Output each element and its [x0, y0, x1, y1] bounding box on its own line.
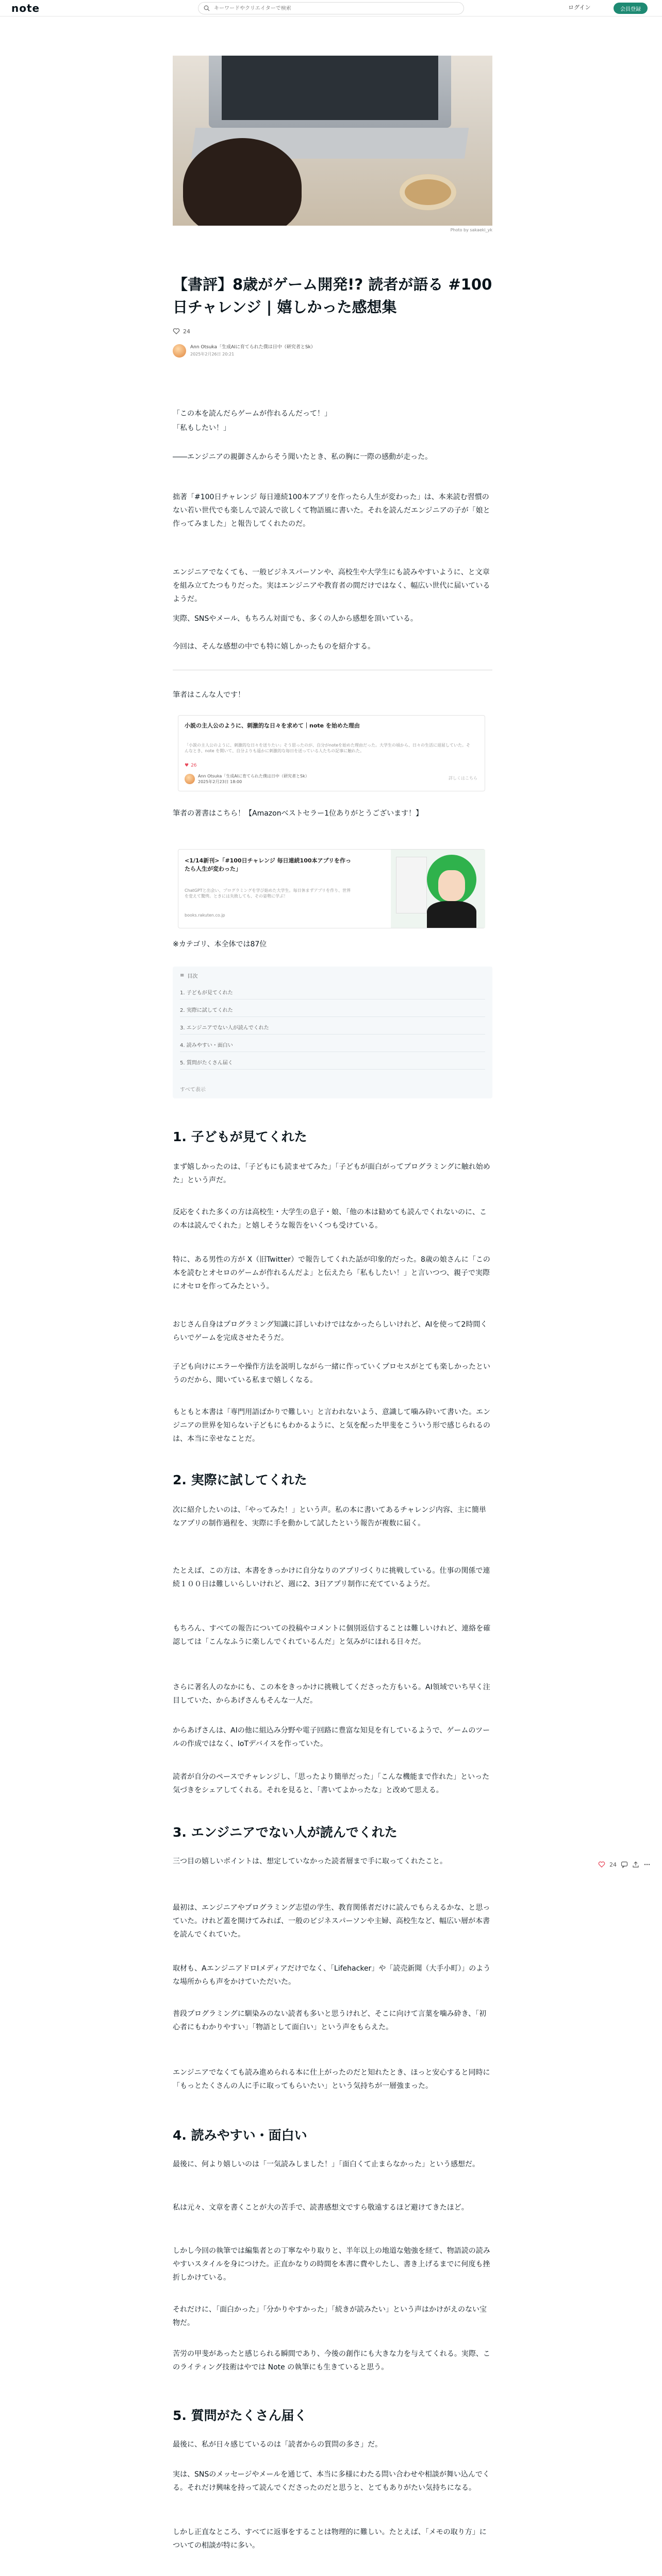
author-name[interactable]: Ann Otsuka「生成AIに育てられた僕は日中（研究者とSk）	[190, 345, 316, 350]
paragraph: エンジニアでなくても、一般ビジネスパーソンや、高校生や大学生にも読みやすいように、と文章を組み立てたつもりだった。実はエンジニアや教育者の間だけではなく、幅広い世代に届いているようだ。	[173, 568, 490, 603]
paragraph: 次に紹介したいのは、「やってみた！」という声。私の本に書いてあるチャレンジ内容、主に簡単なアプリの制作過程を、実際に手を動かして試したという報告が複数に届く。	[173, 1506, 486, 1528]
paragraph: 最後に、私が日々感じているのは「読者からの質問の多さ」だ。	[173, 2441, 382, 2449]
hero-image	[173, 56, 492, 226]
paragraph: しかし今回の執筆では編集者との丁寧なやり取りと、半年以上の地道な勉強を経て、物語読の読みやすいスタイルを身につけた。正直かなりの時間を本書に費やしたし、書き上げるまでに何度も挫折しかけている。	[173, 2247, 490, 2282]
card-title[interactable]: 小説の主人公のように、刺激的な日々を求めて｜note を始めた理由	[185, 722, 360, 729]
card-like-count: 26	[191, 763, 197, 768]
paragraph: 拙著「#100日チャレンジ 毎日連続100本アプリを作ったら人生が変わった」は、本来読む習慣のない若い世代でも楽しんで読んで欲しくて物語風に書いた。それを読んだエンジニアの子が「娘と作ってみました」と報告してくれたのだ。	[173, 493, 490, 528]
toc-show-all[interactable]: すべて表示	[180, 1087, 206, 1093]
section-heading: 1. 子どもが見てくれた	[173, 1129, 307, 1144]
card-site[interactable]: books.rakuten.co.jp	[185, 913, 225, 918]
section-heading: 4. 読みやすい・面白い	[173, 2128, 307, 2143]
avatar	[185, 774, 195, 784]
paragraph: 三つ目の嬉しいポイントは、想定していなかった読者層まで手に取ってくれたこと。	[173, 1857, 447, 1866]
paragraph: さらに著名人のなかにも、この本をきっかけに挑戦してくださった方もいる。AI領域でいち早く注目していた、からあげさんもそんな一人だ。	[173, 1683, 490, 1705]
embedded-note-card[interactable]	[178, 715, 485, 791]
paragraph: 反応をくれた多くの方は高校生・大学生の息子・娘、「他の本は勧めても読んでくれないのに、この本は読んでくれた」と嬉しそうな報告をいくつも受けている。	[173, 1208, 487, 1230]
toc-item[interactable]: 4. 読みやすい・面白い	[180, 1041, 485, 1052]
paragraph: 私は元々、文章を書くことが大の苦手で、読書感想文ですら敬遠するほど避けてきたほど。	[173, 2204, 469, 2212]
section-heading: 3. エンジニアでない人が読んでくれた	[173, 1825, 398, 1840]
top-navigation-bar	[0, 0, 662, 16]
section-heading: 5. 質問がたくさん届く	[173, 2408, 307, 2423]
paragraph: ※カテゴリ、本全体では87位	[173, 940, 267, 948]
article-title: 【書評】8歳がゲーム開発!? 読者が語る #100日チャレンジ | 嬉しかった感想集	[173, 276, 492, 316]
paragraph: 普段プログラミングに馴染みのない読者も多いと思うけれど、そこに向けて言葉を噛み砕き、「初心者にもわかりやすい」「物語として面白い」という声をもらえた。	[173, 2010, 487, 2031]
card-excerpt: ChatGPTと出会い、プログラミングを学び始めた大学生。毎日休まずアプリを作り、世界を変えて驚愕。ときには失敗しても、その姿勢に学ぶ！	[185, 888, 351, 899]
author-block[interactable]	[173, 344, 316, 358]
paragraph: 実は、SNSのメッセージやメールを通じて、本当に多様にわたる問い合わせや相談が舞い込んでくる。それだけ興味を持って読んでくださったのだと思うと、とてもありがたい気持ちになる。	[173, 2470, 490, 2492]
paragraph: もともと本書は「専門用語ばかりで難しい」と言われないよう、意識して噛み砕いて書いた。エンジニアの世界を知らない子どもにもわかるように、と気を配った甲斐をこういう形で感じられるのは、本当に幸せなことだ。	[173, 1408, 490, 1443]
paragraph: それだけに、「面白かった」「分かりやすかった」「続きが読みたい」という声はかけがえのない宝物だ。	[173, 2306, 487, 2327]
photo-credit: Photo by sakaeki_yk	[450, 228, 492, 232]
heart-icon[interactable]	[598, 1861, 605, 1868]
paragraph: ――エンジニアの親御さんからそう聞いたとき、私の胸に一際の感動が走った。	[173, 453, 433, 461]
search-input[interactable]	[214, 6, 451, 11]
paragraph: 「私もしたい！」	[173, 424, 230, 432]
publish-date: 2025年2月26日 20:21	[190, 352, 235, 357]
paragraph: 筆者の著書はこちら！【Amazonベストセラー1位ありがとうございます！】	[173, 809, 423, 818]
like-row	[173, 328, 190, 335]
toc-heading[interactable]	[180, 972, 197, 979]
share-icon[interactable]	[632, 1861, 639, 1868]
card-more-link[interactable]: 詳しくはこちら	[449, 776, 477, 781]
card-date: 2025年2月23日 18:00	[198, 779, 242, 784]
more-icon[interactable]	[643, 1861, 651, 1868]
paragraph: 実際、SNSやメール、もちろん対面でも、多くの人から感想を頂いている。	[173, 615, 418, 623]
paragraph: エンジニアでなくても読み進められる本に仕上がったのだと知れたとき、ほっと安心すると同時に「もっとたくさんの人に手に取ってもらいたい」という気持ちが一層強まった。	[173, 2069, 490, 2090]
paragraph: 最後に、何より嬉しいのは「一気読みしました！」「面白くて止まらなかった」という感想だ。	[173, 2160, 479, 2168]
like-count: 24	[183, 328, 190, 335]
table-of-contents	[173, 967, 492, 1098]
paragraph: おじさん自身はプログラミング知識に詳しいわけではなかったらしいけれど、AIを使って2時間くらいでゲームを完成させたそうだ。	[173, 1320, 488, 1342]
toc-item[interactable]: 1. 子どもが見てくれた	[180, 988, 485, 999]
signup-button[interactable]: 会員登録	[614, 3, 648, 14]
search-icon	[204, 5, 210, 11]
paragraph: しかし正直なところ、すべてに返事をすることは物理的に難しい。たとえば、「メモの取り方」についての相談が特に多い。	[173, 2528, 487, 2550]
heart-icon[interactable]	[173, 328, 180, 335]
login-button[interactable]: ログイン	[568, 4, 591, 11]
toc-item[interactable]: 5. 質問がたくさん届く	[180, 1058, 485, 1070]
paragraph: 筆者はこんな人です！	[173, 691, 245, 699]
paragraph: 苦労の甲斐があったと感じられる瞬間であり、今後の創作にも大きな力を与えてくれる。実際、このライティング技術はやでは Note の執筆にも生きていると思う。	[173, 2350, 490, 2371]
toc-title: 目次	[187, 974, 198, 979]
comment-icon[interactable]	[621, 1861, 628, 1868]
paragraph: 今回は、そんな感想の中でも特に嬉しかったものを紹介する。	[173, 642, 375, 651]
embedded-book-card[interactable]	[178, 849, 485, 928]
side-like-count: 24	[609, 1861, 617, 1868]
paragraph: たとえば、この方は、本書をきっかけに自分なりのアプリづくりに挑戦している。仕事の関係で連続１００日は難しいらしいけれど、週に2、3日アプリ制作に充てているようだ。	[173, 1567, 490, 1588]
card-title[interactable]: <1/14新刊>「#100日チャレンジ 毎日連続100本アプリを作ったら人生が変わった」	[185, 857, 352, 872]
paragraph: 子ども向けにエラーや操作方法を説明しながら一緒に作っていくプロセスがとても楽しかったというのだから、聞いている私まで嬉しくなる。	[173, 1363, 490, 1384]
card-author: Ann Otsuka「生成AIに育てられた僕は日中（研究者とSk）	[198, 774, 309, 778]
toc-item[interactable]: 2. 実際に試してくれた	[180, 1006, 485, 1017]
paragraph: からあげさんは、AIの他に組込み分野や電子回路に豊富な知見を有しているようで、ゲームのツールの作成ではなく、IoTデバイスを作っていた。	[173, 1726, 490, 1748]
floating-actions	[598, 1861, 651, 1868]
heart-icon: ♥	[185, 763, 189, 768]
card-excerpt: 「小説の主人公のように、刺激的な日々を送りたい」そう思ったのが、自分がnoteを始めた理由だった。大学生の頃から、日々の生活に退屈していた。そんなとき、note を開いて、自分よりも遥かに刺激的な毎日を送っている人たちの記事に触れた。	[185, 743, 471, 753]
paragraph: 最初は、エンジニアやプログラミング志望の学生、教育関係者だけに読んでもらえるかな、と思っていた。けれど蓋を開けてみれば、一般のビジネスパーソンや主婦、高校生など、幅広い層が本書を読んでくれていた。	[173, 1904, 490, 1939]
section-heading: 2. 実際に試してくれた	[173, 1472, 307, 1487]
toc-item[interactable]: 3. エンジニアでない人が読んでくれた	[180, 1023, 485, 1035]
paragraph: 取材も、AエンジニアドロIメディアだけでなく、「Lifehacker」や「読売新聞（大手小町）」のような場所からも声をかけていただいた。	[173, 1964, 491, 1986]
search-box[interactable]	[198, 2, 464, 14]
paragraph: 「この本を読んだらゲームが作れるんだって！」	[173, 410, 332, 418]
note-logo[interactable]: note	[11, 2, 40, 14]
list-icon: ≡	[180, 973, 185, 978]
paragraph: まず嬉しかったのは、「子どもにも読ませてみた」「子どもが面白がってプログラミングに触れ始めた」という声だ。	[173, 1163, 490, 1184]
avatar[interactable]	[173, 344, 186, 358]
paragraph: 読者が自分のペースでチャレンジし、「思ったより簡単だった」「こんな機能まで作れた」といった気づきをシェアしてくれる。それを見ると、「書いてよかったな」と改めて思える。	[173, 1773, 490, 1794]
paragraph: 特に、ある男性の方が X（旧Twitter）で報告してくれた話が印象的だった。8歳の娘さんに「この本を読むとオセロのゲームが作れるんだよ」と伝えたら「私もしたい！」と言いつつ、親子で実際にオセロを作ってみたという。	[173, 1256, 490, 1291]
book-cover-image	[391, 850, 485, 928]
paragraph: もちろん、すべての報告についての投稿やコメントに個別返信することは難しいけれど、連絡を確認しては「こんなふうに楽しんでくれているんだ」と気みがにほれる日々だ。	[173, 1624, 491, 1646]
